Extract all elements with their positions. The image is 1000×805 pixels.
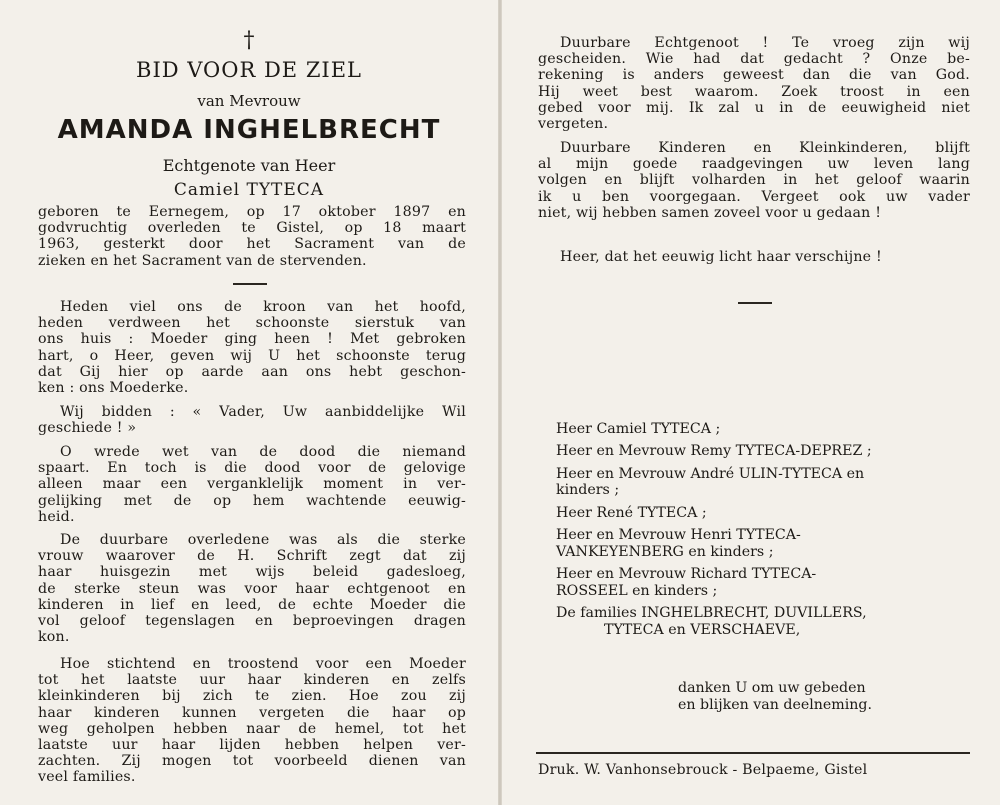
paragraph-1: Heden viel ons de kroon van het hoofd, heden verdween het schoonste sierstuk van ons huis : Moeder ging heen ! Met gebroken hart, o Heer, geven wij U het schoonste terug dat Gij hier op aarde aan ons hebt geschon- ken : ons Moederke. (38, 299, 466, 397)
family-entry: Heer en Mevrouw Remy TYTECA-DEPREZ ; (556, 443, 872, 460)
bio-paragraph: geboren te Eernegem, op 17 oktober 1897 en godvruchtig overleden te Gistel, op 18 maart 1963, gesterkt door het Sacrament van de zieken en het Sacrament van de stervenden. (38, 204, 466, 269)
family-entry: Heer René TYTECA ; (556, 504, 707, 521)
family-entry: Heer Camiel TYTECA ; (556, 421, 721, 437)
left-panel (0, 0, 498, 805)
family-entry: Heer en Mevrouw Henri TYTECA- VANKEYENBERG en kinders ; (556, 526, 801, 560)
family-entry: Heer en Mevrouw André ULIN-TYTECA en kinders ; (556, 465, 865, 499)
prayer-line: Heer, dat het eeuwig licht haar verschijne ! (560, 249, 882, 265)
paragraph-3: O wrede wet van de dood die niemand spaart. En toch is die dood voor de gelovige alleen maar een verganklelijk moment in ver- gelijking met de op hem wachtende eeuwig- heid. (38, 444, 466, 525)
family-entry: De families INGHELBRECHT, DUVILLERS, TYTECA en VERSCHAEVE, (556, 605, 867, 638)
spouse-name: Camiel TYTECA (173, 180, 325, 200)
right-panel (502, 0, 1000, 805)
thanks-text: danken U om uw gebeden en blijken van deelneming. (678, 680, 873, 713)
spouse-intro: Echtgenote van Heer (162, 156, 336, 175)
spouse-message: Duurbare Echtgenoot ! Te vroeg zijn wij gescheiden. Wie had dat gedacht ? Onze be- rekening is anders geweest dan die van God. Hij weet best waarom. Zoek troost in een gebed voor mij. Ik zal u in de eeuwigheid niet vergeten. (538, 35, 970, 133)
family-entry: Heer en Mevrouw Richard TYTECA- ROSSEEL en kinders ; (556, 566, 817, 599)
family-list (556, 421, 972, 639)
children-message: Duurbare Kinderen en Kleinkinderen, blijft al mijn goede raadgevingen uw leven lang volgen en blijft volharden in het geloof waarin ik u ben voorgegaan. Vergeet ook uw vader niet, wij hebben samen zoveel voor u gedaan ! (538, 140, 970, 221)
footer-rule (536, 752, 970, 754)
cross-icon: † (243, 28, 255, 53)
paragraph-4: De duurbare overledene was als die sterke vrouw waarover de H. Schrift zegt dat zij haar huisgezin met wijs beleid gadesloeg, de sterke steun was voor haar echtgenoot en kinderen in lief en leed, de echte Moeder die vol geloof tegenslagen en beproevingen dragen kon. (38, 532, 466, 646)
divider (233, 283, 267, 285)
paragraph-5: Hoe stichtend en troostend voor een Moeder tot het laatste uur haar kinderen en zelfs kleinkinderen bij zich te zien. Hoe zou zij haar kinderen kunnen vergeten die haar op weg geholpen hebben naar de hemel, tot het laatste uur haar lijden hebben helpen ver- zachten. Zij mogen tot voorbeeld dienen van veel families. (38, 656, 466, 786)
printer-credit: Druk. W. Vanhonsebrouck - Belpaeme, Gistel (538, 762, 868, 778)
deceased-name: AMANDA INGHELBRECHT (57, 115, 441, 145)
divider (738, 302, 772, 304)
card-heading: BID VOOR DE ZIEL (136, 58, 362, 82)
paragraph-2: Wij bidden : « Vader, Uw aanbiddelijke Wil geschiede ! » (38, 404, 466, 437)
van-mevrouw: van Mevrouw (197, 92, 301, 110)
